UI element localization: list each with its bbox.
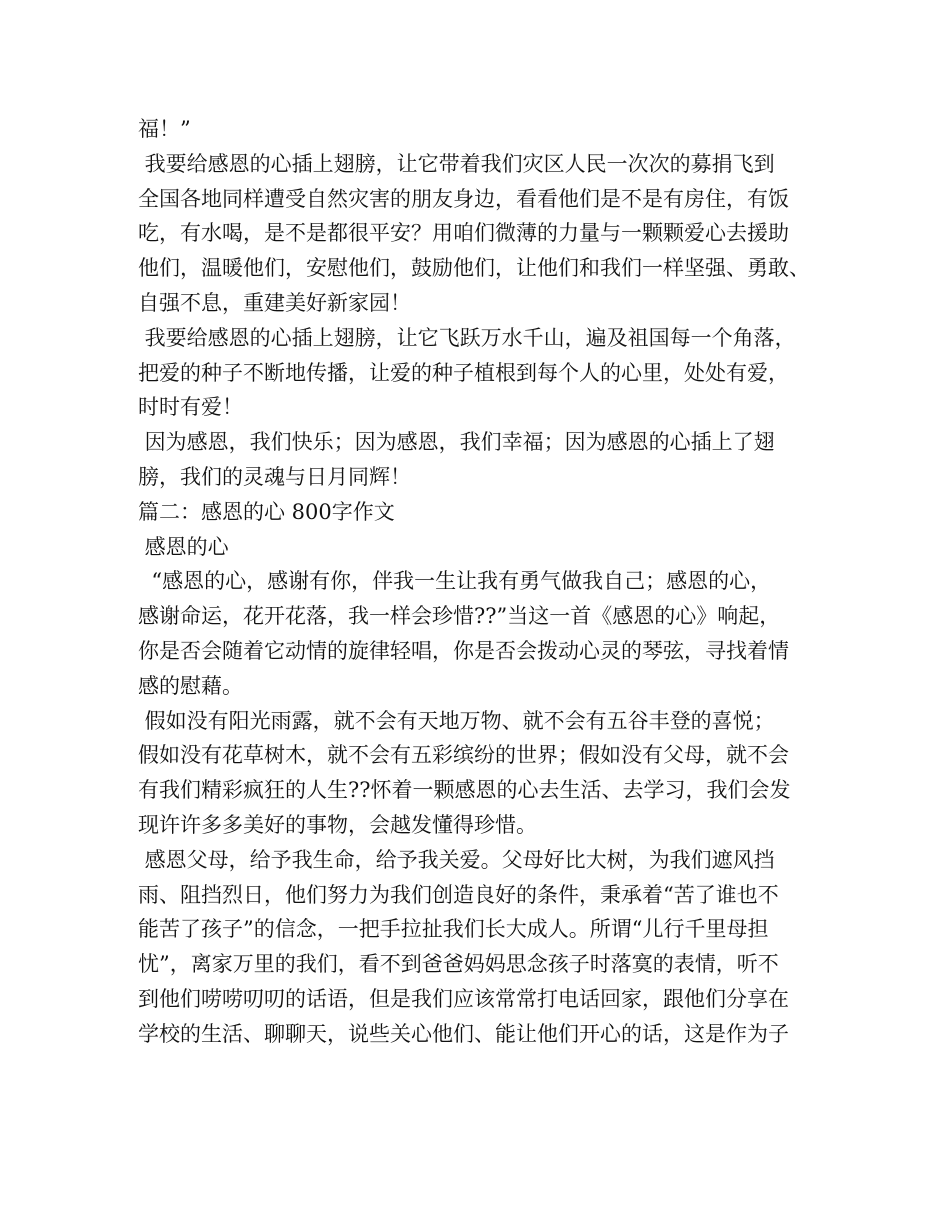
text-line: 你是否会随着它动情的旋律轻唱，你是否会拨动心灵的琴弦，寻找着情: [138, 638, 789, 663]
text-line: 假如没有花草树木，就不会有五彩缤纷的世界；假如没有父母，就不会: [138, 743, 789, 768]
section-heading: 篇二：感恩的心 800字作文: [138, 499, 395, 524]
text-line: 雨、阻挡烈日，他们努力为我们创造良好的条件，秉承着“苦了谁也不: [138, 882, 779, 907]
text-line: 自强不息，重建美好新家园！: [138, 290, 411, 315]
text-line: 因为感恩，我们快乐；因为感恩，我们幸福；因为感恩的心插上了翅: [138, 430, 775, 455]
document-text: [138, 112, 838, 1052]
essay-title: 感恩的心: [138, 534, 229, 559]
text-line: 感谢命运，花开花落，我一样会珍惜??”当这一首《感恩的心》响起，: [138, 604, 781, 629]
text-line: 有我们精彩疯狂的人生??怀着一颗感恩的心去生活、去学习，我们会发: [138, 778, 791, 803]
text-line: 我要给感恩的心插上翅膀，让它带着我们灾区人民一次次的募捐飞到: [138, 151, 775, 176]
text-line: 福！”: [138, 117, 191, 141]
text-line: 假如没有阳光雨露，就不会有天地万物、就不会有五谷丰登的喜悦；: [138, 708, 775, 733]
text-line: 忧”，离家万里的我们，看不到爸爸妈妈思念孩子时落寞的表情，听不: [138, 952, 779, 977]
text-line: 感的慰藉。: [138, 673, 243, 698]
text-line: 膀，我们的灵魂与日月同辉！: [138, 464, 411, 489]
text-line: 能苦了孩子”的信念，一把手拉扯我们长大成人。所谓“儿行千里母担: [138, 917, 769, 942]
text-line: 他们，温暖他们，安慰他们，鼓励他们，让他们和我们一样坚强、勇敢、: [138, 256, 810, 281]
text-line: 全国各地同样遭受自然灾害的朋友身边，看看他们是不是有房住，有饭: [138, 186, 789, 211]
text-line: 时时有爱！: [138, 395, 243, 420]
text-line: 我要给感恩的心插上翅膀，让它飞跃万水千山，遍及祖国每一个角落，: [138, 325, 796, 350]
text-line: 吃，有水喝，是不是都很平安？用咱们微薄的力量与一颗颗爱心去援助: [138, 221, 789, 246]
text-line: 现许许多多美好的事物，会越发懂得珍惜。: [138, 812, 537, 837]
text-line: 把爱的种子不断地传播，让爱的种子植根到每个人的心里，处处有爱，: [138, 360, 789, 385]
text-line: “感恩的心，感谢有你，伴我一生让我有勇气做我自己；感恩的心，: [138, 569, 772, 594]
text-line: 感恩父母，给予我生命，给予我关爱。父母好比大树，为我们遮风挡: [138, 847, 775, 872]
text-line: 学校的生活、聊聊天，说些关心他们、能让他们开心的话，这是作为子: [138, 1021, 789, 1046]
text-line: 到他们唠唠叨叨的话语，但是我们应该常常打电话回家，跟他们分享在: [138, 986, 789, 1011]
